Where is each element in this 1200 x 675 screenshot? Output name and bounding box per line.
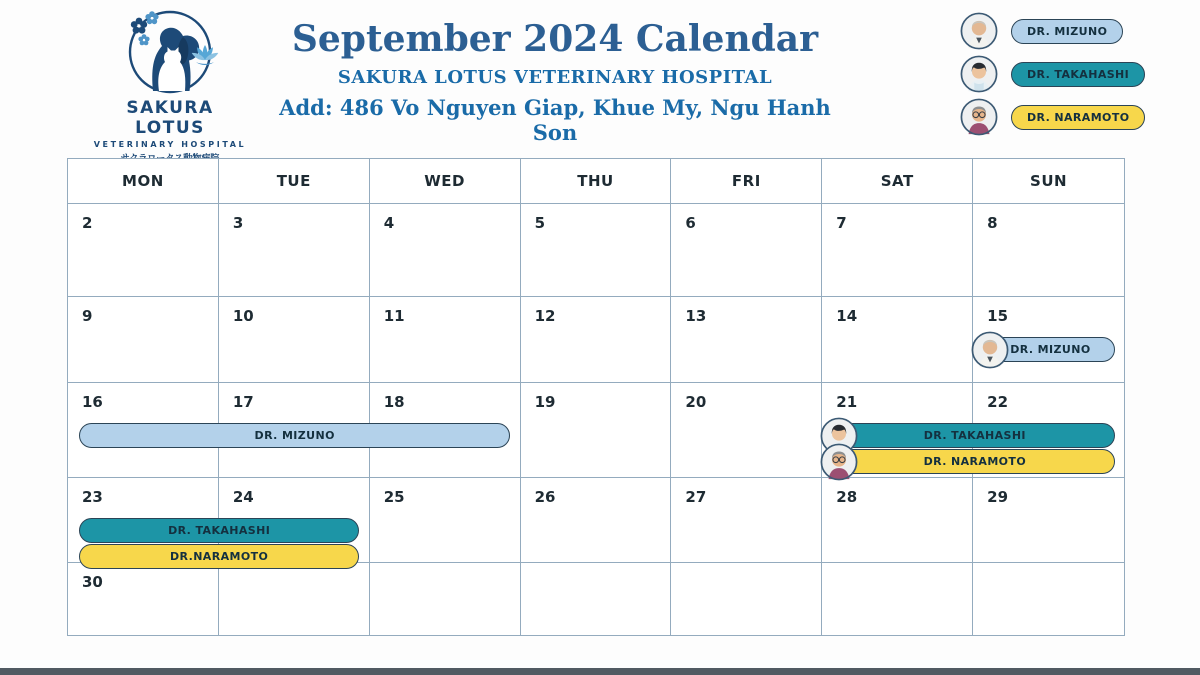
day-number: 25 (383, 488, 405, 506)
day-number: 13 (685, 307, 707, 325)
day-header-sun: SUN (973, 159, 1124, 204)
day-header-mon: MON (68, 159, 219, 204)
page-title: September 2024 Calendar (291, 18, 819, 60)
day-number: 27 (685, 488, 707, 506)
logo-emblem-icon (95, 4, 245, 100)
event-bar-takahashi[interactable] (835, 423, 1115, 448)
day-number: 8 (987, 214, 998, 232)
header-title-block (255, 18, 855, 145)
logo-subtitle: VETERINARY HOSPITAL (93, 140, 247, 149)
month-calendar (67, 158, 1125, 636)
day-number: 10 (232, 307, 254, 325)
day-number: 15 (987, 307, 1009, 325)
hospital-address: Add: 486 Vo Nguyen Giap, Khue My, Ngu Hanh Son (279, 95, 831, 145)
day-number: 29 (987, 488, 1009, 506)
day-header-wed: WED (370, 159, 521, 204)
doctor-legend (960, 12, 1170, 141)
day-number: 4 (383, 214, 395, 232)
dr-naramoto-legend-pill[interactable]: DR. NARAMOTO (1011, 105, 1145, 130)
logo-name: SAKURA LOTUS (126, 98, 214, 138)
day-number: 9 (82, 307, 93, 325)
dr-takahashi-legend-pill[interactable]: DR. TAKAHASHI (1011, 62, 1145, 87)
hospital-name: SAKURA LOTUS VETERINARY HOSPITAL (337, 67, 773, 88)
event-label: DR. NARAMOTO (923, 455, 1027, 468)
day-number: 14 (836, 307, 858, 325)
day-number: 24 (232, 488, 254, 506)
day-number: 16 (82, 393, 103, 411)
day-number: 12 (534, 307, 556, 325)
dr-mizuno-avatar (960, 12, 998, 50)
dr-naramoto-avatar (820, 443, 858, 481)
calendar-events-layer (68, 159, 1124, 635)
day-number: 6 (685, 214, 696, 232)
event-bar-naramoto[interactable] (835, 449, 1115, 474)
day-number: 21 (836, 393, 858, 411)
dr-naramoto-avatar (960, 98, 998, 136)
dr-takahashi-avatar (960, 55, 998, 93)
day-header-fri: FRI (671, 159, 822, 204)
day-header-tue: TUE (219, 159, 370, 204)
day-number: 19 (534, 393, 556, 411)
event-label: DR. TAKAHASHI (168, 524, 271, 537)
event-bar-takahashi[interactable] (79, 518, 359, 543)
sakura-flowers-icon (131, 11, 159, 45)
day-number: 5 (534, 214, 545, 232)
day-number: 18 (383, 393, 405, 411)
legend-row-takahashi (960, 55, 1170, 93)
bottom-divider-bar (0, 668, 1200, 675)
dr-mizuno-legend-pill[interactable]: DR. MIZUNO (1011, 19, 1123, 44)
day-number: 20 (685, 393, 707, 411)
day-number: 2 (82, 214, 93, 232)
event-bar-naramoto[interactable] (79, 544, 359, 569)
event-label: DR. MIZUNO (1010, 343, 1091, 356)
dr-mizuno-avatar (971, 331, 1009, 369)
day-number: 26 (534, 488, 556, 506)
legend-row-naramoto (960, 98, 1170, 136)
hospital-logo (88, 4, 252, 164)
day-number: 23 (82, 488, 103, 506)
event-label: DR.NARAMOTO (170, 550, 269, 563)
day-number: 3 (232, 214, 244, 232)
day-number: 17 (232, 393, 254, 411)
event-bar-mizuno[interactable] (79, 423, 510, 448)
day-number: 7 (836, 214, 847, 232)
day-header-thu: THU (521, 159, 672, 204)
event-label: DR. MIZUNO (254, 429, 335, 442)
day-header-sat: SAT (822, 159, 973, 204)
day-number: 30 (82, 573, 103, 591)
day-number: 28 (836, 488, 858, 506)
legend-row-mizuno (960, 12, 1170, 50)
day-number: 22 (987, 393, 1009, 411)
day-number: 11 (383, 307, 405, 325)
event-bar-mizuno[interactable] (986, 337, 1115, 362)
event-label: DR. TAKAHASHI (923, 429, 1026, 442)
